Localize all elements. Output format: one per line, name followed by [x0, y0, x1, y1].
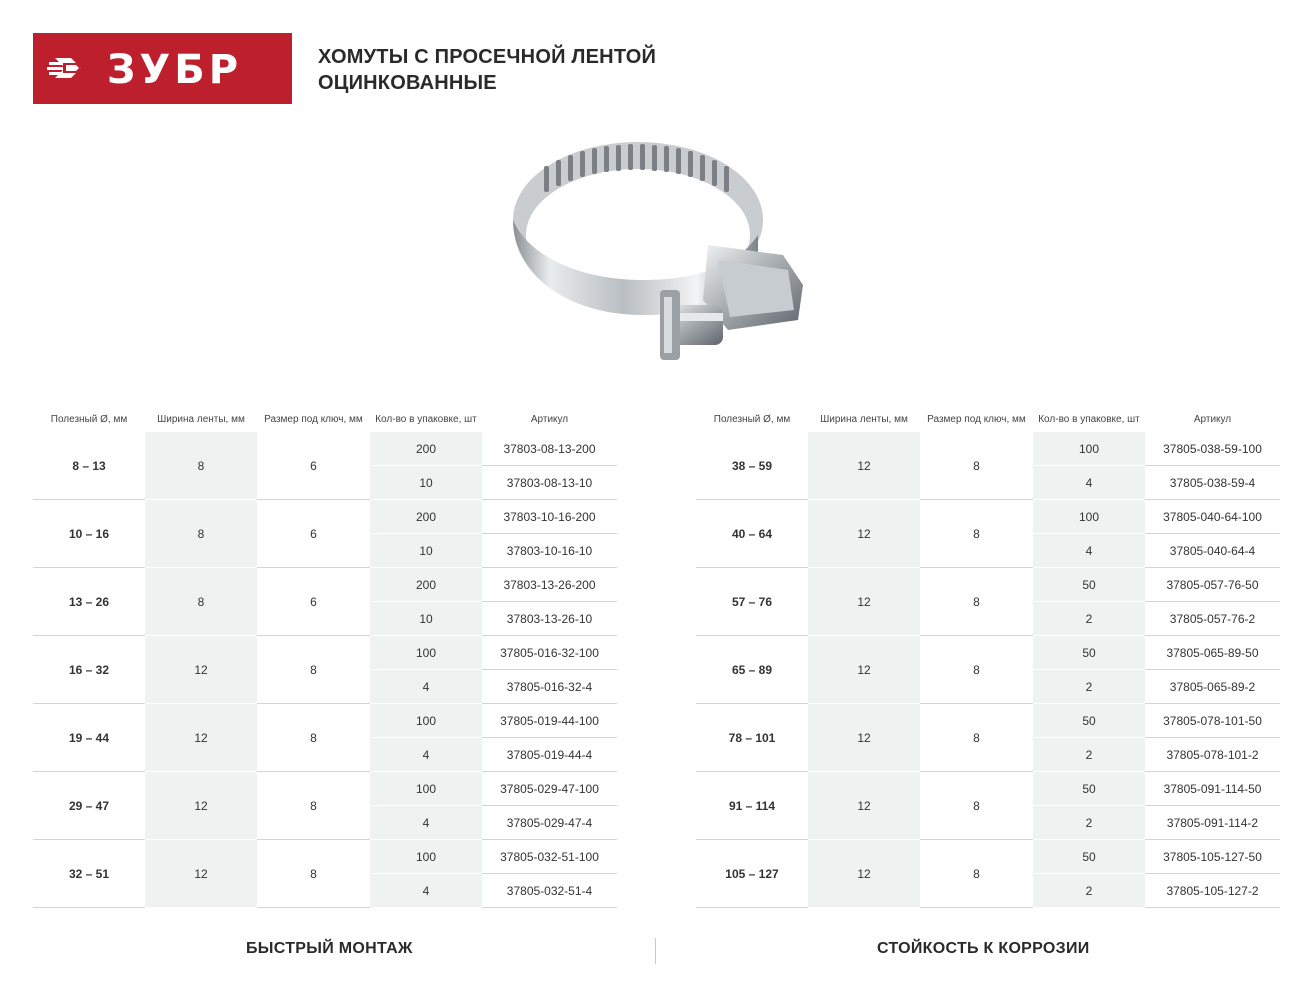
pack-qty-cell: 100	[370, 840, 482, 874]
article-cell: 37805-038-59-4	[1145, 466, 1280, 500]
pack-qty-cell: 2	[1033, 874, 1145, 908]
table-body-left	[33, 432, 617, 908]
article-cell: 37805-019-44-4	[482, 738, 617, 772]
hose-clamp-icon	[498, 125, 818, 385]
table-row	[33, 500, 617, 534]
article-cell: 37805-029-47-100	[482, 772, 617, 806]
spec-table-left	[33, 406, 617, 908]
pack-qty-cell: 50	[1033, 772, 1145, 806]
pack-qty-cell: 50	[1033, 704, 1145, 738]
pack-qty-cell: 2	[1033, 670, 1145, 704]
pack-qty-cell: 2	[1033, 738, 1145, 772]
key-size-cell: 8	[920, 840, 1033, 908]
article-cell: 37805-091-114-2	[1145, 806, 1280, 840]
pack-qty-cell: 100	[1033, 500, 1145, 534]
column-header-pack-qty: Кол-во в упаковке, шт	[1038, 413, 1140, 425]
band-width-cell: 8	[145, 432, 257, 500]
diameter-cell: 8 – 13	[33, 432, 145, 500]
band-width-cell: 12	[808, 772, 920, 840]
article-cell: 37803-13-26-200	[482, 568, 617, 602]
article-cell: 37805-040-64-100	[1145, 500, 1280, 534]
table-row	[696, 840, 1280, 874]
diameter-cell: 10 – 16	[33, 500, 145, 568]
column-header-pack-qty: Кол-во в упаковке, шт	[375, 413, 477, 425]
pack-qty-cell: 200	[370, 500, 482, 534]
band-width-cell: 12	[145, 636, 257, 704]
pack-qty-cell: 4	[370, 806, 482, 840]
pack-qty-cell: 4	[1033, 534, 1145, 568]
band-width-cell: 8	[145, 500, 257, 568]
pack-qty-cell: 50	[1033, 568, 1145, 602]
article-cell: 37805-065-89-2	[1145, 670, 1280, 704]
diameter-cell: 32 – 51	[33, 840, 145, 908]
article-cell: 37803-08-13-10	[482, 466, 617, 500]
band-width-cell: 12	[808, 568, 920, 636]
diameter-cell: 38 – 59	[696, 432, 808, 500]
pack-qty-cell: 4	[370, 738, 482, 772]
pack-qty-cell: 50	[1033, 636, 1145, 670]
key-size-cell: 8	[257, 840, 370, 908]
article-cell: 37805-057-76-50	[1145, 568, 1280, 602]
feature-fast-mount: БЫСТРЫЙ МОНТАЖ	[246, 940, 413, 957]
pack-qty-cell: 4	[370, 670, 482, 704]
diameter-cell: 16 – 32	[33, 636, 145, 704]
band-width-cell: 12	[145, 840, 257, 908]
band-width-cell: 12	[808, 500, 920, 568]
table-body-right	[696, 432, 1280, 908]
article-cell: 37805-029-47-4	[482, 806, 617, 840]
key-size-cell: 8	[257, 772, 370, 840]
column-header-key-size: Размер под ключ, мм	[927, 413, 1026, 425]
feature-corrosion-resistance: СТОЙКОСТЬ К КОРРОЗИИ	[877, 940, 1090, 957]
table-row	[696, 636, 1280, 670]
zubr-logo-icon	[33, 33, 292, 104]
diameter-cell: 105 – 127	[696, 840, 808, 908]
article-cell: 37805-016-32-100	[482, 636, 617, 670]
column-header-article: Артикул	[1193, 413, 1232, 425]
pack-qty-cell: 100	[370, 704, 482, 738]
pack-qty-cell: 10	[370, 466, 482, 500]
column-header-diameter: Полезный Ø, мм	[713, 413, 791, 425]
diameter-cell: 65 – 89	[696, 636, 808, 704]
column-header-diameter: Полезный Ø, мм	[50, 413, 128, 425]
diameter-cell: 57 – 76	[696, 568, 808, 636]
diameter-cell: 91 – 114	[696, 772, 808, 840]
key-size-cell: 8	[920, 432, 1033, 500]
key-size-cell: 8	[257, 704, 370, 772]
key-size-cell: 8	[920, 500, 1033, 568]
key-size-cell: 6	[257, 568, 370, 636]
pack-qty-cell: 2	[1033, 806, 1145, 840]
key-size-cell: 8	[920, 772, 1033, 840]
pack-qty-cell: 200	[370, 432, 482, 466]
diameter-cell: 13 – 26	[33, 568, 145, 636]
pack-qty-cell: 4	[1033, 466, 1145, 500]
table-row	[33, 772, 617, 806]
pack-qty-cell: 100	[370, 772, 482, 806]
table-row	[696, 772, 1280, 806]
pack-qty-cell: 2	[1033, 602, 1145, 636]
band-width-cell: 12	[145, 704, 257, 772]
table-row	[33, 704, 617, 738]
title-line-1: ХОМУТЫ С ПРОСЕЧНОЙ ЛЕНТОЙ	[318, 46, 657, 68]
page-title	[318, 44, 656, 96]
band-width-cell: 12	[808, 704, 920, 772]
table-row	[33, 636, 617, 670]
band-width-cell: 12	[808, 432, 920, 500]
column-header-article: Артикул	[530, 413, 569, 425]
article-cell: 37805-032-51-100	[482, 840, 617, 874]
table-row	[696, 568, 1280, 602]
key-size-cell: 8	[257, 636, 370, 704]
table-row	[33, 840, 617, 874]
band-width-cell: 8	[145, 568, 257, 636]
key-size-cell: 8	[920, 636, 1033, 704]
article-cell: 37803-13-26-10	[482, 602, 617, 636]
article-cell: 37805-091-114-50	[1145, 772, 1280, 806]
article-cell: 37803-10-16-200	[482, 500, 617, 534]
article-cell: 37805-078-101-2	[1145, 738, 1280, 772]
article-cell: 37805-105-127-2	[1145, 874, 1280, 908]
diameter-cell: 29 – 47	[33, 772, 145, 840]
article-cell: 37805-105-127-50	[1145, 840, 1280, 874]
article-cell: 37805-065-89-50	[1145, 636, 1280, 670]
svg-text:ЗУБР: ЗУБР	[107, 47, 243, 93]
pack-qty-cell: 10	[370, 602, 482, 636]
key-size-cell: 6	[257, 432, 370, 500]
diameter-cell: 19 – 44	[33, 704, 145, 772]
product-image	[498, 125, 818, 385]
article-cell: 37803-10-16-10	[482, 534, 617, 568]
table-header-row	[696, 406, 1280, 432]
column-header-key-size: Размер под ключ, мм	[264, 413, 363, 425]
table-row	[696, 500, 1280, 534]
title-line-2: ОЦИНКОВАННЫЕ	[318, 72, 497, 94]
table-row	[33, 432, 617, 466]
column-header-band-width: Ширина ленты, мм	[820, 413, 908, 425]
article-cell: 37805-057-76-2	[1145, 602, 1280, 636]
pack-qty-cell: 50	[1033, 840, 1145, 874]
band-width-cell: 12	[145, 772, 257, 840]
diameter-cell: 78 – 101	[696, 704, 808, 772]
band-width-cell: 12	[808, 636, 920, 704]
article-cell: 37805-038-59-100	[1145, 432, 1280, 466]
table-row	[696, 704, 1280, 738]
table-row	[33, 568, 617, 602]
article-cell: 37805-040-64-4	[1145, 534, 1280, 568]
spec-table-right	[696, 406, 1280, 908]
article-cell: 37805-078-101-50	[1145, 704, 1280, 738]
diameter-cell: 40 – 64	[696, 500, 808, 568]
footer-divider	[655, 938, 656, 964]
key-size-cell: 8	[920, 704, 1033, 772]
table-row	[696, 432, 1280, 466]
pack-qty-cell: 10	[370, 534, 482, 568]
article-cell: 37805-016-32-4	[482, 670, 617, 704]
article-cell: 37805-019-44-100	[482, 704, 617, 738]
article-cell: 37805-032-51-4	[482, 874, 617, 908]
band-width-cell: 12	[808, 840, 920, 908]
pack-qty-cell: 100	[370, 636, 482, 670]
key-size-cell: 6	[257, 500, 370, 568]
pack-qty-cell: 200	[370, 568, 482, 602]
article-cell: 37803-08-13-200	[482, 432, 617, 466]
pack-qty-cell: 100	[1033, 432, 1145, 466]
key-size-cell: 8	[920, 568, 1033, 636]
pack-qty-cell: 4	[370, 874, 482, 908]
column-header-band-width: Ширина ленты, мм	[157, 413, 245, 425]
brand-logo	[33, 33, 292, 104]
table-header-row	[33, 406, 617, 432]
